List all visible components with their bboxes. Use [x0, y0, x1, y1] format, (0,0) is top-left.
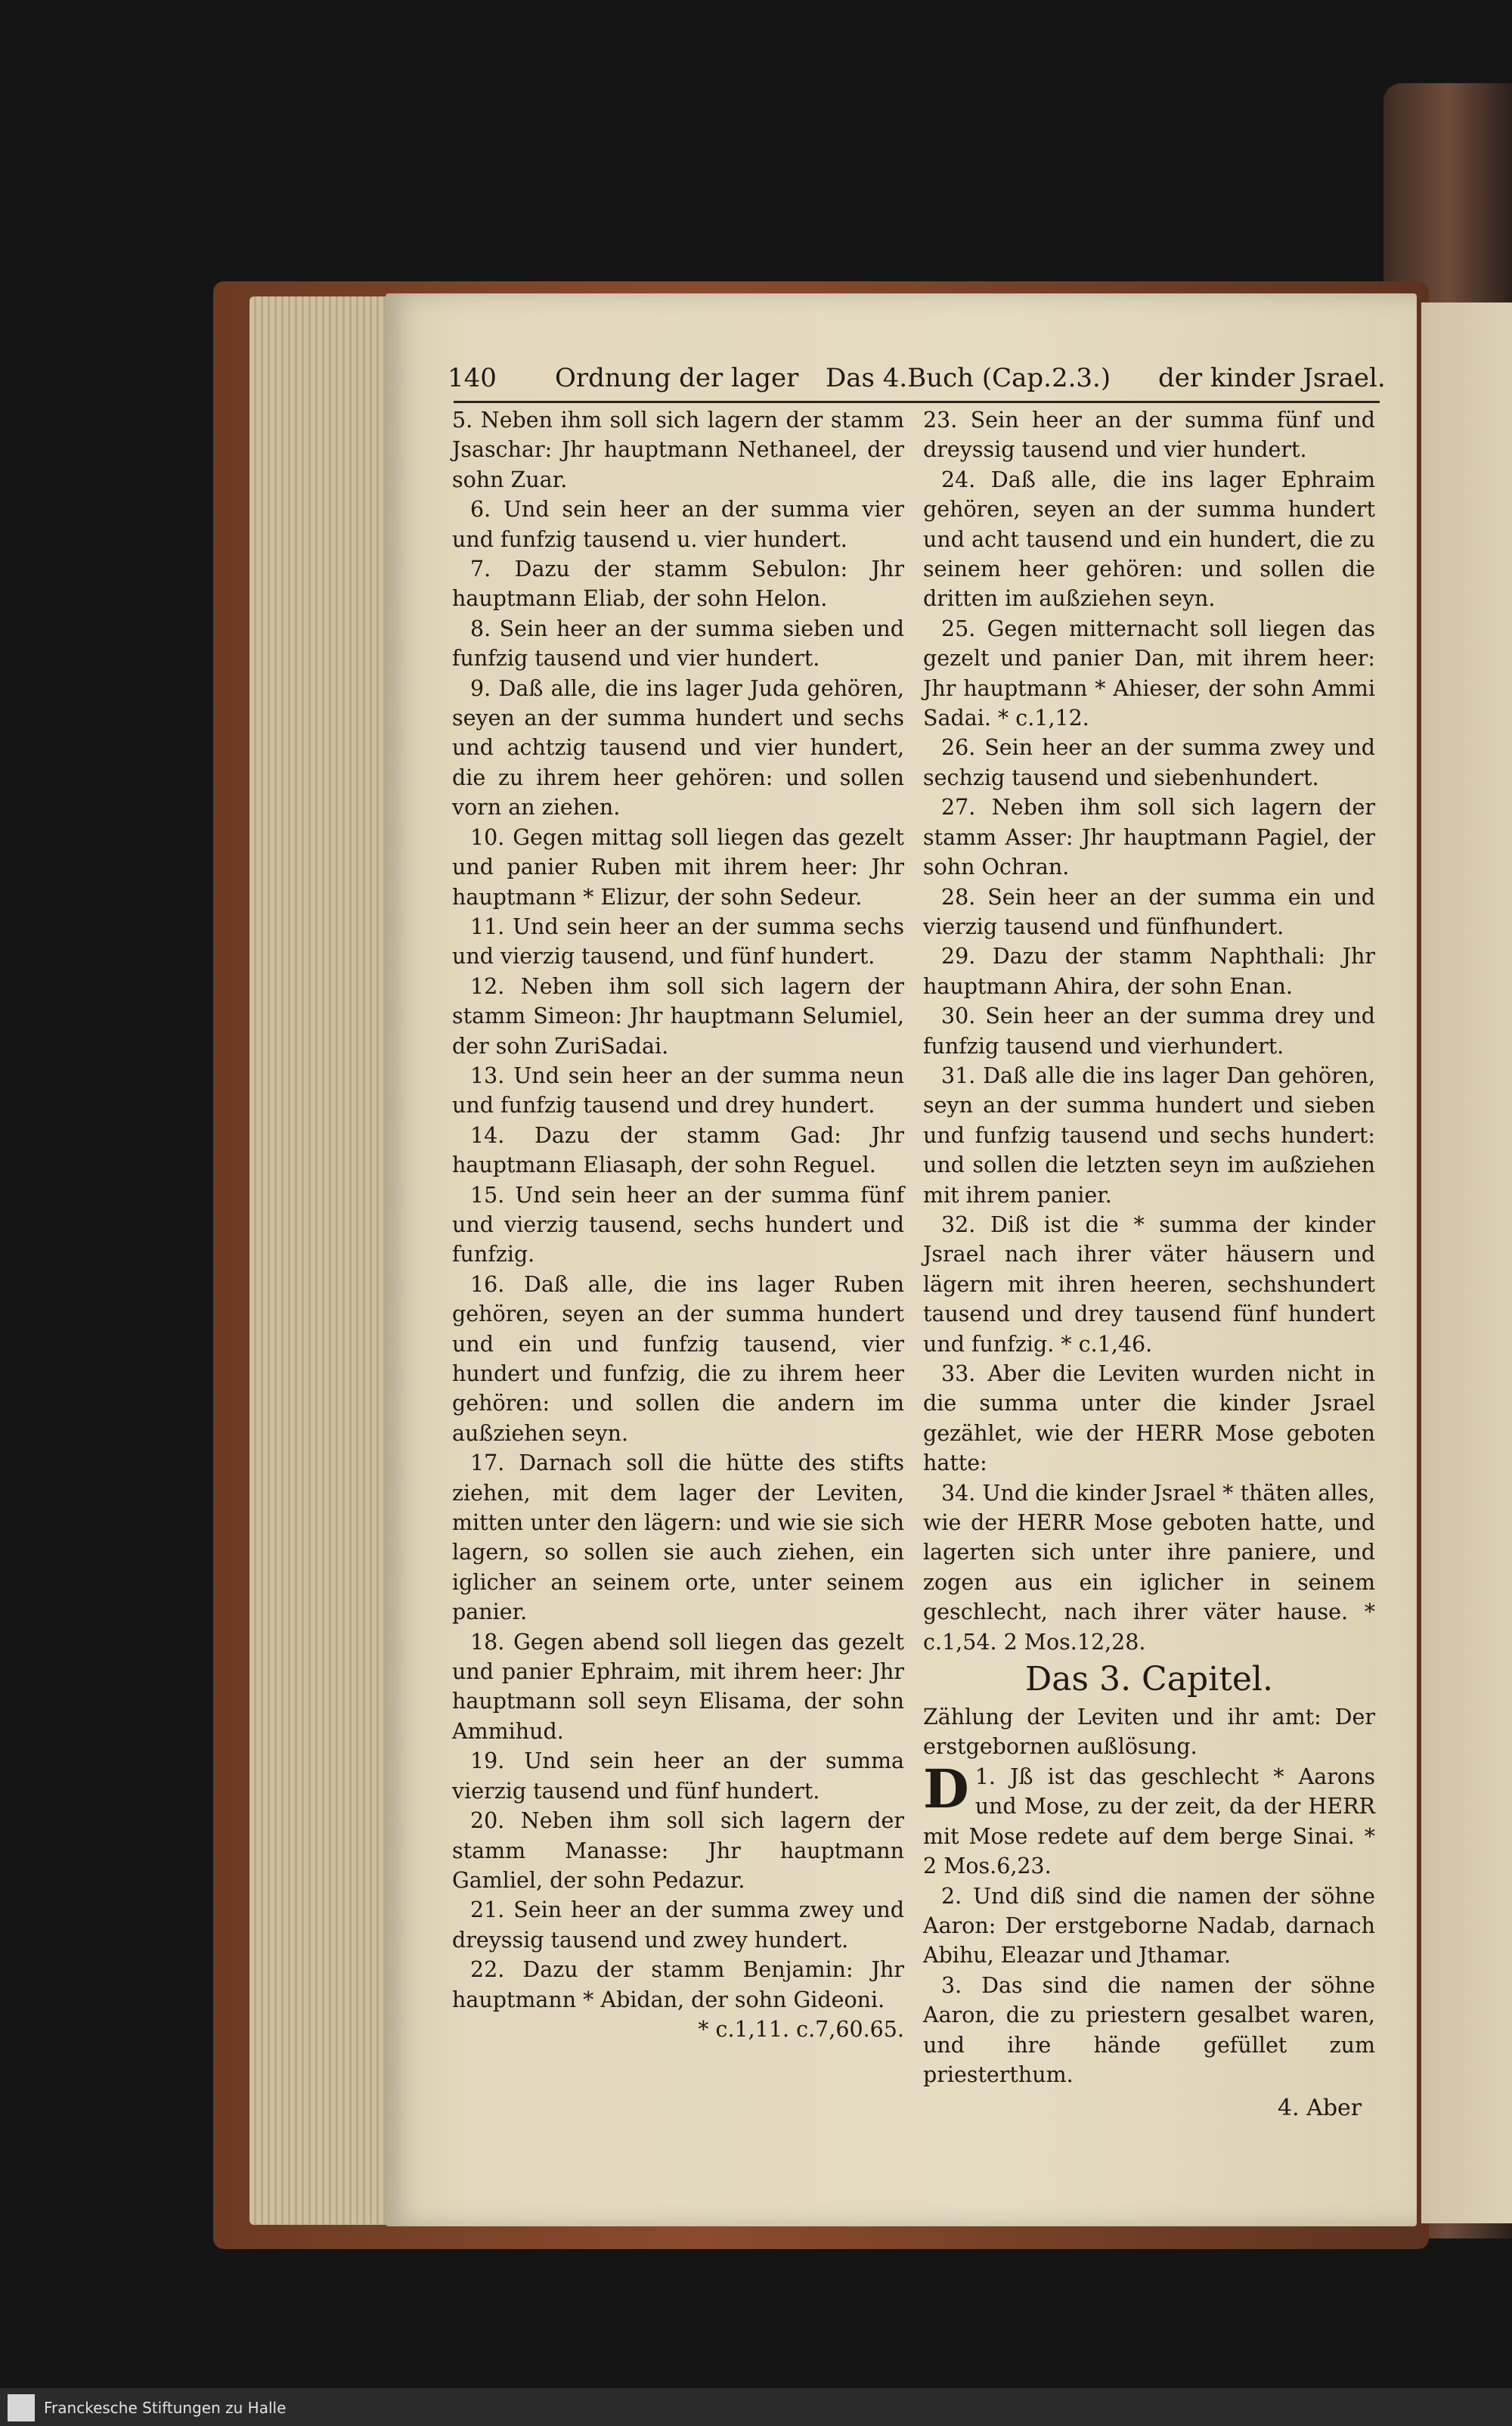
footnote: * c.1,11. c.7,60.65.	[698, 2016, 904, 2042]
verse: 33. Aber die Leviten wurden nicht in die summa unter die kinder Jsrael gezählet, wie der HERR Mose geboten hatte:	[923, 1361, 1375, 1476]
verse: 21. Sein heer an der summa zwey und dreyssig tausend und zwey hundert.	[452, 1897, 904, 1953]
verse: 18. Gegen abend soll liegen das gezelt und panier Ephraim, mit ihrem heer: Jhr hauptmann soll seyn Elisama, der sohn Ammihud.	[452, 1629, 904, 1744]
verse: 25. Gegen mitternacht soll liegen das gezelt und panier Dan, mit ihrem heer: Jhr hauptmann * Ahieser, der sohn Ammi Sadai. * c.1,12.	[923, 616, 1375, 731]
verse: 17. Darnach soll die hütte des stifts ziehen, mit dem lager der Leviten, mitten unter den lägern: und wie sie sich lagern, so sollen sie auch ziehen, ein iglicher an seinem orte, unter seinem panier.	[452, 1450, 904, 1625]
drop-initial: D	[923, 1757, 969, 1820]
verse: 13. Und sein heer an der summa neun und funfzig tausend und drey hundert.	[452, 1063, 904, 1118]
verse: 20. Neben ihm soll sich lagern der stamm Manasse: Jhr hauptmann Gamliel, der sohn Pedazur.	[452, 1808, 904, 1893]
verse: 14. Dazu der stamm Gad: Jhr hauptmann Eliasaph, der sohn Reguel.	[452, 1122, 904, 1178]
header-left-title: Ordnung der lager	[555, 363, 799, 393]
footer-strip-label: Franckesche Stiftungen zu Halle	[44, 2399, 287, 2417]
right-column	[923, 405, 1375, 2089]
header-rule	[454, 401, 1380, 403]
page-edges	[249, 296, 401, 2225]
page-number: 140	[448, 363, 497, 393]
verse: 9. Daß alle, die ins lager Juda gehören, seyen an der summa hundert und sechs und achtzig tausend und vier hundert, die zu ihrem heer gehören: und sollen vorn an ziehen.	[452, 675, 904, 821]
verse: 22. Dazu der stamm Benjamin: Jhr hauptmann * Abidan, der sohn Gideoni.	[452, 1957, 904, 2012]
verse: 6. Und sein heer an der summa vier und funfzig tausend u. vier hundert.	[452, 497, 904, 552]
verse	[923, 1757, 1375, 1882]
left-column	[452, 405, 904, 2044]
verse: 19. Und sein heer an der summa vierzig tausend und fünf hundert.	[452, 1748, 904, 1804]
facing-page-edge	[1421, 302, 1512, 2223]
header-center-title: Das 4.Buch (Cap.2.3.)	[826, 363, 1111, 393]
verse: 2. Und diß sind die namen der söhne Aaron: Der erstgeborne Nadab, darnach Abihu, Eleazar und Jthamar.	[923, 1883, 1375, 1968]
verse: 5. Neben ihm soll sich lagern der stamm Jsaschar: Jhr hauptmann Nethaneel, der sohn Zuar.	[452, 408, 904, 492]
verse: 24. Daß alle, die ins lager Ephraim gehören, seyen an der summa hundert und acht tausend und ein hundert, die zu seinem heer gehören: und sollen die dritten im außziehen seyn.	[923, 467, 1375, 612]
verse: 16. Daß alle, die ins lager Ruben gehören, seyen an der summa hundert und ein und funfzig tausend, vier hundert und funfzig, die zu ihrem heer gehören: und sollen die andern im außziehen seyn.	[452, 1271, 904, 1446]
verse: 10. Gegen mittag soll liegen das gezelt und panier Ruben mit ihrem heer: Jhr hauptmann * Elizur, der sohn Sedeur.	[452, 824, 904, 910]
verse: 11. Und sein heer an der summa sechs und vierzig tausend, und fünf hundert.	[452, 914, 904, 969]
verse: 23. Sein heer an der summa fünf und dreyssig tausend und vier hundert.	[923, 408, 1375, 463]
verse: 28. Sein heer an der summa ein und vierzig tausend und fünfhundert.	[923, 884, 1375, 939]
verse: 12. Neben ihm soll sich lagern der stamm Simeon: Jhr hauptmann Selumiel, der sohn ZuriSadai.	[452, 973, 904, 1059]
header-right-title: der kinder Jsrael.	[1158, 363, 1386, 393]
chapter-title: Das 3. Capitel.	[1025, 1660, 1273, 1699]
verse-text: Jß ist das geschlecht * Aarons und Mose, zu der zeit, da der HERR mit Mose redete auf dem berge Sinai. * 2 Mos.6,23.	[923, 1764, 1375, 1879]
verse: 3. Das sind die namen der söhne Aaron, die zu priestern gesalbet waren, und ihre hände gefüllet zum priesterthum.	[923, 1972, 1375, 2087]
verse: 15. Und sein heer an der summa fünf und vierzig tausend, sechs hundert und funfzig.	[452, 1182, 904, 1267]
verse: 30. Sein heer an der summa drey und funfzig tausend und vierhundert.	[923, 1004, 1375, 1059]
catchword: 4. Aber	[1278, 2095, 1362, 2121]
verse: 8. Sein heer an der summa sieben und funfzig tausend und vier hundert.	[452, 616, 904, 672]
verse: 31. Daß alle die ins lager Dan gehören, seyn an der summa hundert und sieben und funfzig tausend und sechs hundert: und sollen die letzten seyn im außziehen mit ihrem panier.	[923, 1063, 1375, 1208]
verse: 26. Sein heer an der summa zwey und sechzig tausend und siebenhundert.	[923, 735, 1375, 790]
verse: 32. Diß ist die * summa der kinder Jsrael nach ihrer väter häusern und lägern mit ihren heeren, sechshundert tausend und drey tausend fünf hundert und funfzig. * c.1,46.	[923, 1211, 1375, 1357]
verse: 7. Dazu der stamm Sebulon: Jhr hauptmann Eliab, der sohn Helon.	[452, 557, 904, 612]
verse: 29. Dazu der stamm Naphthali: Jhr hauptmann Ahira, der sohn Enan.	[923, 944, 1375, 999]
verse-number: 1.	[974, 1764, 996, 1789]
institution-logo-icon	[8, 2394, 35, 2421]
verse: 27. Neben ihm soll sich lagern der stamm Asser: Jhr hauptmann Pagiel, der sohn Ochran.	[923, 795, 1375, 880]
chapter-summary: Zählung der Leviten und ihr amt: Der erstgebornen außlösung.	[923, 1705, 1375, 1760]
verse: 34. Und die kinder Jsrael * thäten alles, wie der HERR Mose geboten hatte, und lagerten sich unter ihre paniere, und zogen aus ein iglicher in seinem geschlecht, nach ihrer väter hause. * c.1,54. 2 Mos.12,28.	[923, 1480, 1375, 1655]
